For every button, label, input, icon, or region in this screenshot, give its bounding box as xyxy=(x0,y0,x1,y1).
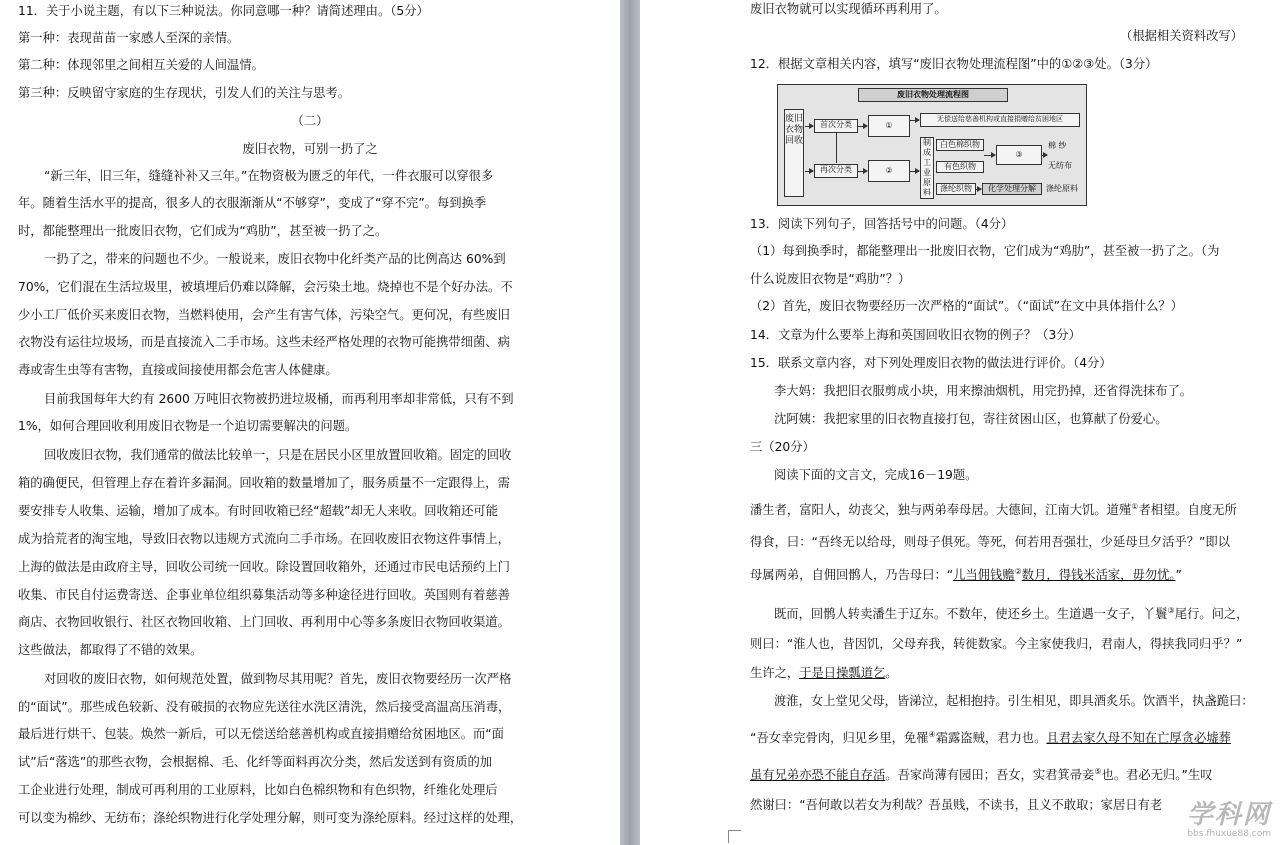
text-segment: 李大妈：我把旧衣服剪成小块，用来擦油烟机，用完扔掉，还省得洗抹布了。 xyxy=(774,384,1193,398)
flow-blank-2: ② xyxy=(868,160,910,182)
text-line xyxy=(750,55,1253,73)
flow-arrow xyxy=(858,126,867,127)
text-line: 工企业进行处理，制成可再利用的工业原料，比如白色棉织物和有色织物，纤维化处理后 xyxy=(18,783,498,797)
text-line: 70%，它们混在生活垃圾里，被填埋后仍难以降解，会污染土地。烧掉也不是个好办法。不 xyxy=(18,280,513,294)
text-line xyxy=(750,242,1253,260)
footnote-mark: ② xyxy=(1014,567,1022,576)
flowchart xyxy=(777,84,1087,206)
text-segment: 15．联系文章内容，对下列处理废旧衣物的做法进行评价。（4分） xyxy=(750,356,1112,370)
text-segment: 且君去家久母不知在亡厚贪必墟葬 xyxy=(1046,731,1231,746)
text-segment: 然谢曰：“吾何敢以若女为利哉？吾虽贱，不读书，且义不敢取；家居日有老 xyxy=(750,798,1163,812)
flow-output-nonwoven: 无纺布 xyxy=(1048,161,1072,170)
text-line: 收集、市民自付运费寄送、企事业单位组织募集活动等多种途径进行回收。英国则有着慈善 xyxy=(18,588,510,602)
text-line: 第一种：表现苗苗一家感人至深的亲情。 xyxy=(18,31,240,45)
text-segment: 儿当佣钱赡 xyxy=(953,568,1015,583)
text-line xyxy=(750,498,1253,519)
text-line xyxy=(774,602,1253,623)
text-line: 箱的确便民，但管理上存在着许多漏洞。回收箱的数量增加了，服务质量不一定跟得上，需 xyxy=(18,476,510,490)
text-line xyxy=(774,382,1253,400)
flow-arrow xyxy=(805,126,813,127)
text-line: 时，都能整理出一批废旧衣物，它们成为“鸡肋”，甚至被一扔了之。 xyxy=(18,224,388,238)
text-segment: 。吾家尚薄有园田；吾女，实君箕帚妾 xyxy=(885,768,1095,783)
text-segment: 尾行。问之， xyxy=(1174,607,1249,622)
text-line xyxy=(750,297,1253,315)
flow-arrow xyxy=(910,120,919,121)
watermark-logo: 学科网 xyxy=(1186,800,1271,830)
text-line xyxy=(750,0,1253,18)
text-line xyxy=(750,726,1253,747)
text-segment: 三（20分） xyxy=(750,440,815,454)
flow-output-polyester: 涤纶原料 xyxy=(1046,184,1078,193)
text-line: 要安排专人收集、运输，增加了成本。有时回收箱已经“超载”却无人来收。回收箱还可能 xyxy=(18,504,499,518)
text-line: 可以变为棉纱、无纺布；涤纶织物进行化学处理分解，则可变为涤纶原料。经过这样的处理， xyxy=(18,811,523,825)
text-line: “新三年，旧三年，缝缝补补又三年。”在物资极为匮乏的年代，一件衣服可以穿很多 xyxy=(44,169,494,183)
flow-arrow xyxy=(984,155,995,156)
text-line: 成为拾荒者的淘宝地，导致旧衣物以违规方式流向二手市场。在回收废旧衣物这件事情上， xyxy=(18,532,510,546)
text-segment: 生许之， xyxy=(750,666,800,680)
text-segment: 霜露盗贼，君力也。 xyxy=(935,731,1047,746)
text-segment: （根据相关资料改写） xyxy=(1120,29,1243,43)
flow-colored: 有色织物 xyxy=(936,161,984,173)
flow-line xyxy=(836,133,837,163)
text-segment: 阅读下面的文言文，完成16－19题。 xyxy=(774,468,978,482)
text-segment: 母属两弟，自佣回鹘人，乃告母曰：“ xyxy=(750,568,954,583)
text-segment: （1）每到换季时，都能整理出一批废旧衣物，它们成为“鸡肋”，甚至被一扔了之。（为 xyxy=(750,244,1220,258)
text-line xyxy=(750,763,1253,784)
text-segment: ” xyxy=(1175,568,1182,583)
text-segment: 得食，曰：“吾终无以给母，则母子俱死。等死，何若用吾强壮，少延母旦夕活乎？”即以 xyxy=(750,535,1231,549)
footnote-mark: ③ xyxy=(1167,606,1175,615)
text-segment: 虽有兄弟亦恐不能自存活 xyxy=(750,768,886,783)
text-line: 年。随着生活水平的提高，很多人的衣服渐渐从“不够穿”，变成了“穿不完”。每到换季 xyxy=(18,196,487,210)
flow-title: 废旧衣物处理流程图 xyxy=(858,88,1008,102)
flow-arrow xyxy=(1042,155,1047,156)
text-line xyxy=(750,533,1253,551)
flow-arrow xyxy=(976,189,981,190)
text-line: 回收废旧衣物，我们通常的做法比较单一，只是在居民小区里放置回收箱。固定的回收 xyxy=(44,448,512,462)
text-line: 第二种：体现邻里之间相互关爱的人间温情。 xyxy=(18,58,264,72)
flow-second-sort: 再次分类 xyxy=(814,164,858,178)
flow-white-cotton: 白色棉织物 xyxy=(936,139,984,151)
text-segment: 者相望。自度无所 xyxy=(1138,503,1237,518)
text-segment: 沈阿姨：我把家里的旧衣物直接打包，寄往贫困山区，也算献了份爱心。 xyxy=(774,412,1168,426)
text-line xyxy=(750,635,1253,653)
flow-polyester: 涤纶织物 xyxy=(936,183,976,195)
footnote-mark: ④ xyxy=(928,730,936,739)
text-line: 上海的做法是由政府主导，回收公司统一回收。除设置回收箱外，还通过市民电话预约上门 xyxy=(18,560,510,574)
text-line: 11．关于小说主题，有以下三种说法。你同意哪一种？请简述理由。（5分） xyxy=(18,4,429,18)
text-line xyxy=(750,326,1253,344)
footnote-mark: ⑤ xyxy=(1094,767,1102,776)
text-segment: （2）首先，废旧衣物要经历一次严格的“面试”。（“面试”在文中具体指什么？） xyxy=(750,299,1183,313)
text-line xyxy=(774,692,1253,710)
text-line: 第三种：反映留守家庭的生存现状，引发人们的关注与思考。 xyxy=(18,86,351,100)
text-line xyxy=(774,466,1253,484)
text-line: 试”后“落选”的那些衣物，会根据棉、毛、化纤等面料再次分类，然后发送到有资质的加 xyxy=(18,755,493,769)
footnote-mark: ① xyxy=(1131,502,1139,511)
text-segment: 于是日操瓢道乞 xyxy=(799,666,886,680)
crop-mark xyxy=(728,830,741,843)
watermark-url: bbs.fhuxue88.com xyxy=(1187,829,1271,839)
text-segment: 什么说废旧衣物是“鸡肋”？） xyxy=(750,272,911,286)
text-line xyxy=(750,354,1253,372)
text-line: 少小工厂低价买来废旧衣物，当燃料使用，会产生有害气体，污染空气。更何况，有些废旧 xyxy=(18,308,510,322)
text-line: 目前我国每年大约有 2600 万吨旧衣物被扔进垃圾桶，而再利用率却非常低，只有不到 xyxy=(44,392,514,406)
text-line xyxy=(750,664,1253,682)
text-segment: 废旧衣物就可以实现循环再利用了。 xyxy=(750,2,947,16)
text-line: 1%，如何合理回收利用废旧衣物是一个迫切需要解决的问题。 xyxy=(18,419,358,433)
flow-arrow xyxy=(858,171,867,172)
text-line: 这些做法，都取得了不错的效果。 xyxy=(18,643,203,657)
flow-donate: 无偿送给慈善机构或直接捐赠给贫困地区 xyxy=(920,113,1080,127)
text-line: 一扔了之，带来的问题也不少。一般说来，废旧衣物中化纤类产品的比例高达 60%到 xyxy=(44,252,506,266)
text-line: 毒或寄生虫等有害物，直接或间接使用都会危害人体健康。 xyxy=(18,363,338,377)
flow-output-yarn: 棉 纱 xyxy=(1048,141,1067,150)
text-line: 废旧衣物，可别一扔了之 xyxy=(242,142,378,156)
text-line xyxy=(774,410,1253,428)
text-line xyxy=(750,215,1253,233)
text-line: 对回收的废旧衣物，如何规范处置，做到物尽其用呢？首先，废旧衣物要经历一次严格 xyxy=(44,672,512,686)
text-line xyxy=(750,27,1243,45)
text-segment: 数月，得钱米活家，毋勿忧。 xyxy=(1021,568,1176,583)
text-line xyxy=(750,563,1253,584)
flow-arrow xyxy=(910,171,919,172)
text-segment: 14．文章为什么要举上海和英国回收旧衣物的例子？（3分） xyxy=(750,328,1081,342)
text-line: 商店、衣物回收银行、社区衣物回收箱、上门回收、再利用中心等多条废旧衣物回收渠道。 xyxy=(18,615,510,629)
text-line: （二） xyxy=(291,114,329,128)
text-line: 衣物没有运往垃圾场，而是直接流入二手市场。这些未经严格处理的衣物可能携带细菌、病 xyxy=(18,335,510,349)
text-segment: 渡淮，女上堂见父母，皆涕泣，起相抱持。引生相见，即具酒炙乐。饮酒半，执盏跪曰： xyxy=(774,694,1254,708)
text-line: 的“面试”。那些成色较新、没有破损的衣物应先送往水洗区清洗，然后接受高温高压消毒， xyxy=(18,700,511,714)
flow-chem-process: 化学处理分解 xyxy=(982,183,1042,195)
left-page xyxy=(0,0,620,845)
flow-blank-3: ③ xyxy=(996,145,1042,165)
flow-industry: 制成工业原料 xyxy=(920,137,934,199)
text-segment: 也。君必无归。”生叹 xyxy=(1101,768,1213,783)
text-segment: 。 xyxy=(885,666,898,680)
text-line: 最后进行烘干、包装。焕然一新后，可以无偿送给慈善机构或直接捐赠给贫困地区。而“面 xyxy=(18,727,504,741)
flow-blank-1: ① xyxy=(868,115,910,137)
flow-arrow xyxy=(805,171,813,172)
text-line xyxy=(750,270,1253,288)
text-segment: 潘生者，富阳人，幼丧父，独与两弟奉母居。大德间，江南大饥。道殣 xyxy=(750,503,1132,518)
text-segment: 13．阅读下列句子，回答括号中的问题。（4分） xyxy=(750,217,1014,231)
text-line xyxy=(750,438,1253,456)
text-segment: “吾女幸完骨肉，归见乡里，免罹 xyxy=(750,731,929,746)
page-gutter xyxy=(620,0,640,845)
flow-start: 废旧衣物回收 xyxy=(784,109,804,197)
flow-first-sort: 首次分类 xyxy=(814,119,858,133)
text-segment: 既而，回鹘人转卖潘生于辽东。不数年，使还乡土。生道遇一女子，丫鬟 xyxy=(774,607,1168,622)
text-segment: 则曰：“淮人也，昔因饥，父母弃我，转徙数家。今主家使我归，君南人，得挟我同归乎？” xyxy=(750,637,1243,651)
site-watermark xyxy=(1101,801,1271,841)
text-segment: 12．根据文章相关内容，填写“废旧衣物处理流程图”中的①②③处。（3分） xyxy=(750,57,1158,71)
